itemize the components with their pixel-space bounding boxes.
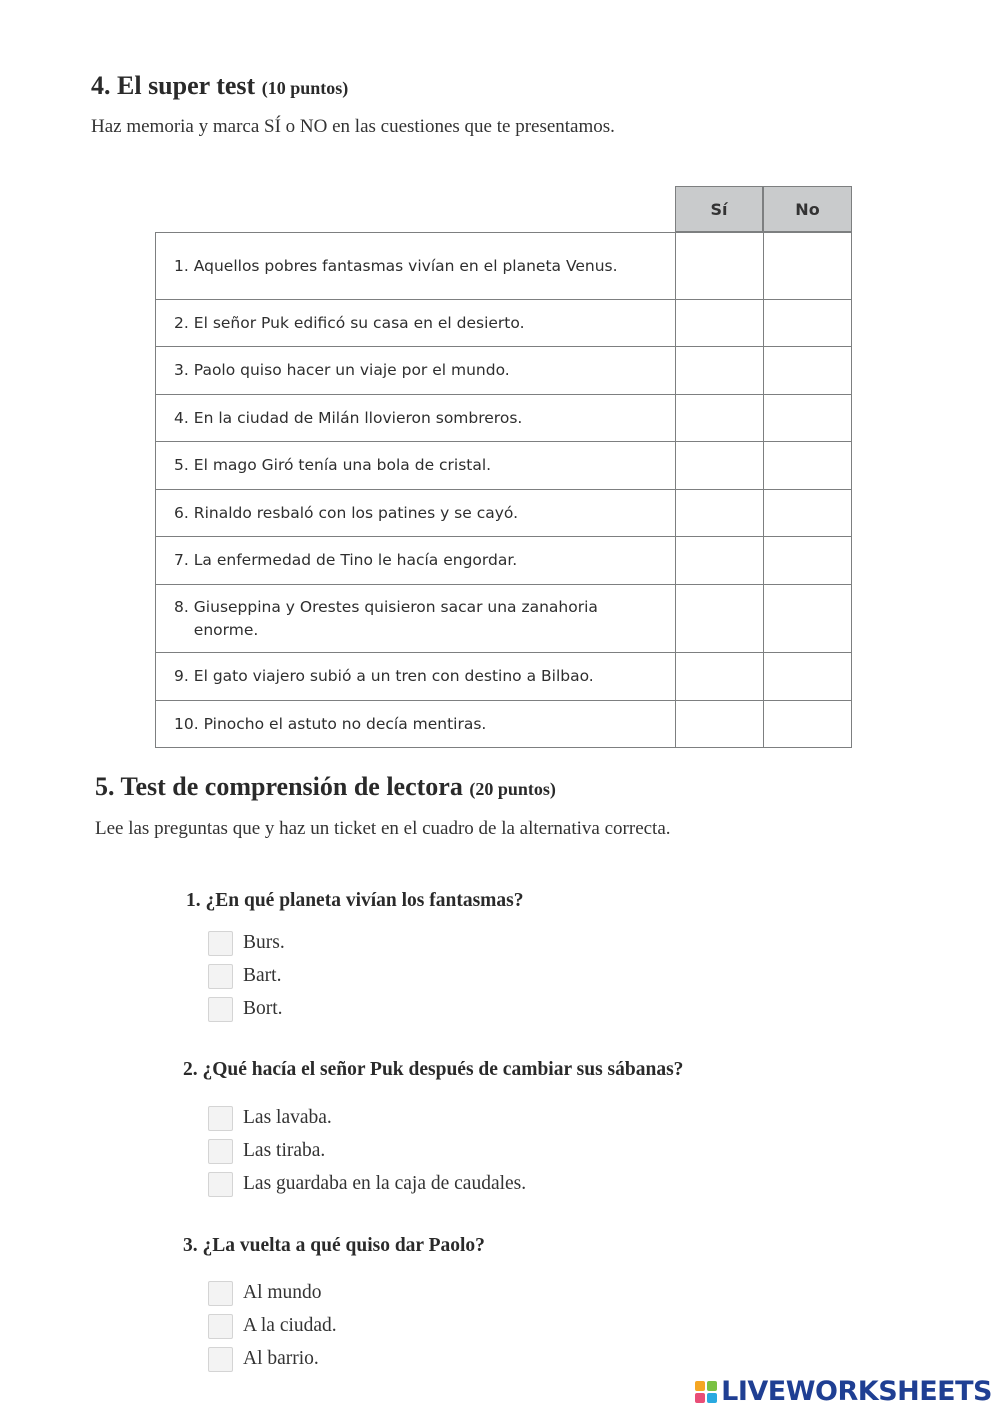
statement <box>156 490 675 536</box>
statement <box>156 442 675 489</box>
table-row <box>155 300 852 347</box>
logo-text: LIVEWORKSHEETS <box>721 1376 992 1407</box>
statement-number: 6. <box>174 503 189 522</box>
option-label: A la ciudad. <box>243 1315 337 1336</box>
statement <box>156 395 675 441</box>
statement-text: Pinocho el astuto no decía mentiras. <box>203 714 487 733</box>
checkbox[interactable] <box>208 1172 233 1197</box>
statement-text: Paolo quiso hacer un viaje por el mundo. <box>193 361 510 379</box>
statement <box>156 701 675 747</box>
table-row <box>155 347 852 395</box>
answer-no-cell[interactable] <box>763 701 852 747</box>
answer-si-cell[interactable] <box>675 490 763 536</box>
statement-wrap <box>174 596 657 642</box>
answer-no-cell[interactable] <box>763 537 852 584</box>
header-si: Sí <box>675 186 763 232</box>
answer-no-cell[interactable] <box>763 585 852 652</box>
table-row <box>155 537 852 585</box>
statement-wrap <box>174 665 594 688</box>
statement-number: 2. <box>174 313 189 332</box>
option-label: Las guardaba en la caja de caudales. <box>243 1173 527 1194</box>
checkbox[interactable] <box>208 1139 233 1164</box>
statement <box>156 347 675 394</box>
statement-wrap <box>174 255 618 278</box>
statement-text: Aquellos pobres fantasmas vivían en el planeta Venus. <box>193 256 618 275</box>
statement-text: Rinaldo resbaló con los patines y se cayó. <box>193 503 519 522</box>
statement-text: La enfermedad de Tino le hacía engordar. <box>193 551 518 569</box>
statement-wrap <box>174 549 517 572</box>
table-row <box>155 232 852 300</box>
section5-points: (20 puntos) <box>469 779 556 799</box>
table-row <box>155 653 852 701</box>
section4-intro: Haz memoria y marca SÍ o NO en las cuestiones que te presentamos. <box>91 116 615 137</box>
statement-wrap <box>174 312 525 335</box>
q2-option-2[interactable] <box>208 1137 325 1165</box>
answer-no-cell[interactable] <box>763 300 852 346</box>
statement-number: 10. <box>174 714 199 733</box>
checkbox[interactable] <box>208 1106 233 1131</box>
option-label: Las lavaba. <box>243 1107 332 1128</box>
statement-number: 8. <box>174 597 189 616</box>
answer-si-cell[interactable] <box>675 585 763 652</box>
question-2: 2. ¿Qué hacía el señor Puk después de cambiar sus sábanas? <box>183 1059 684 1080</box>
section5-title <box>95 772 556 802</box>
answer-no-cell[interactable] <box>763 395 852 441</box>
answer-si-cell[interactable] <box>675 395 763 441</box>
answer-no-cell[interactable] <box>763 347 852 394</box>
answer-no-cell[interactable] <box>763 442 852 489</box>
statement-text: Giuseppina y Orestes quisieron sacar una zanahoria enorme. <box>193 597 598 639</box>
q3-option-1[interactable] <box>208 1279 322 1307</box>
question-3: 3. ¿La vuelta a qué quiso dar Paolo? <box>183 1235 485 1256</box>
answer-si-cell[interactable] <box>675 347 763 394</box>
statement <box>156 300 675 346</box>
statement-number: 3. <box>174 361 189 379</box>
table-body <box>155 232 852 748</box>
answer-si-cell[interactable] <box>675 442 763 489</box>
statement-wrap <box>174 713 486 736</box>
statement-wrap <box>174 359 510 382</box>
checkbox[interactable] <box>208 997 233 1022</box>
answer-si-cell[interactable] <box>675 701 763 747</box>
statement-number: 1. <box>174 256 189 275</box>
option-label: Al barrio. <box>243 1348 319 1369</box>
yes-no-table <box>155 186 852 748</box>
statement <box>156 537 675 584</box>
header-no: No <box>763 186 852 232</box>
answer-si-cell[interactable] <box>675 537 763 584</box>
liveworksheets-logo-icon <box>695 1381 717 1403</box>
checkbox[interactable] <box>208 931 233 956</box>
answer-si-cell[interactable] <box>675 653 763 700</box>
q1-option-2[interactable] <box>208 962 281 990</box>
liveworksheets-logo <box>695 1376 992 1407</box>
table-row <box>155 442 852 490</box>
option-label: Bort. <box>243 998 283 1019</box>
q2-option-3[interactable] <box>208 1170 526 1198</box>
section5-title-text: 5. Test de comprensión de lectora <box>95 772 463 801</box>
option-label: Burs. <box>243 932 285 953</box>
statement-number: 7. <box>174 551 189 569</box>
statement-number: 9. <box>174 667 189 685</box>
table-row <box>155 490 852 537</box>
statement-number: 5. <box>174 456 189 474</box>
statement-text: El mago Giró tenía una bola de cristal. <box>193 456 492 474</box>
section4-title <box>91 71 348 101</box>
statement-text: En la ciudad de Milán llovieron sombreros. <box>193 408 523 427</box>
option-label: Al mundo <box>243 1282 322 1303</box>
statement-wrap <box>174 502 518 525</box>
statement-wrap <box>174 454 491 477</box>
option-label: Bart. <box>243 965 282 986</box>
section5-intro: Lee las preguntas que y haz un ticket en el cuadro de la alternativa correcta. <box>95 818 671 839</box>
checkbox[interactable] <box>208 964 233 989</box>
statement <box>156 653 675 700</box>
q1-option-3[interactable] <box>208 995 283 1023</box>
table-header-row <box>155 186 852 232</box>
statement-text: El gato viajero subió a un tren con destino a Bilbao. <box>193 667 594 685</box>
table-row <box>155 395 852 442</box>
checkbox[interactable] <box>208 1347 233 1372</box>
statement <box>156 585 675 652</box>
section4-title-text: 4. El super test <box>91 71 256 100</box>
section4-points: (10 puntos) <box>261 78 349 98</box>
statement <box>156 233 675 299</box>
statement-wrap <box>174 407 522 430</box>
question-1: 1. ¿En qué planeta vivían los fantasmas? <box>186 890 524 911</box>
statement-number: 4. <box>174 408 189 427</box>
answer-no-cell[interactable] <box>763 233 852 299</box>
answer-no-cell[interactable] <box>763 490 852 536</box>
table-row <box>155 585 852 653</box>
q1-option-1[interactable] <box>208 929 285 957</box>
statement-text: El señor Puk edificó su casa en el desierto. <box>193 313 525 332</box>
answer-no-cell[interactable] <box>763 653 852 700</box>
q2-option-1[interactable] <box>208 1104 332 1132</box>
option-label: Las tiraba. <box>243 1140 326 1161</box>
checkbox[interactable] <box>208 1281 233 1306</box>
answer-si-cell[interactable] <box>675 233 763 299</box>
table-row <box>155 701 852 748</box>
q3-option-2[interactable] <box>208 1312 337 1340</box>
checkbox[interactable] <box>208 1314 233 1339</box>
answer-si-cell[interactable] <box>675 300 763 346</box>
q3-option-3[interactable] <box>208 1345 319 1373</box>
